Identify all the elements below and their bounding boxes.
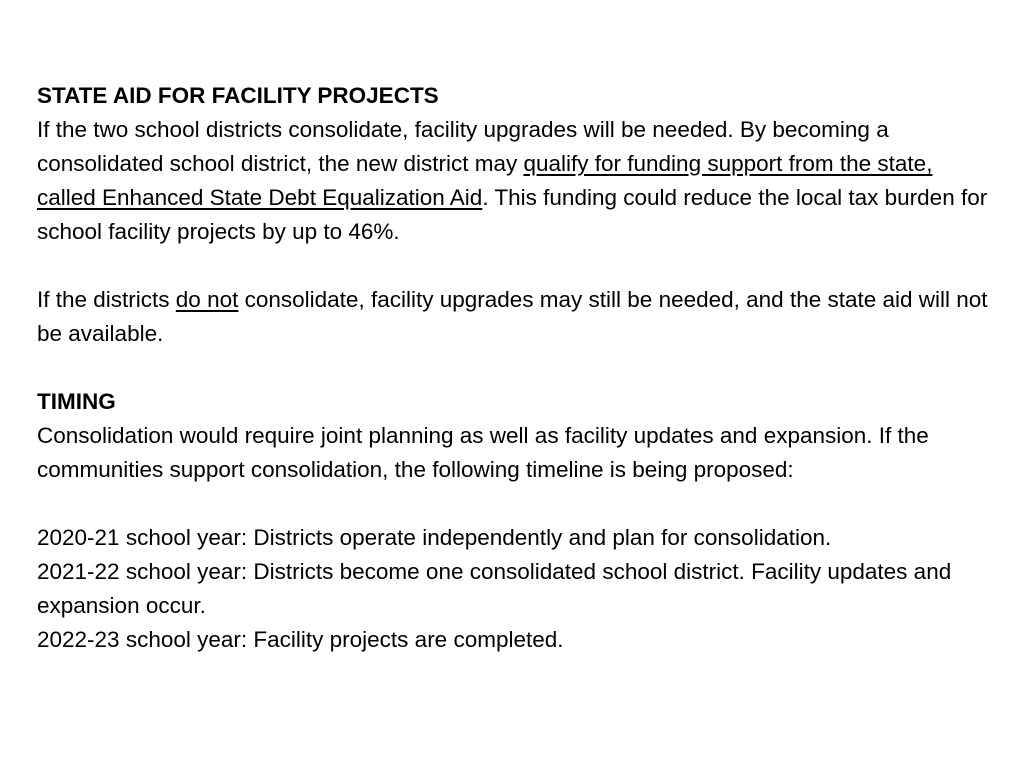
state-aid-heading: STATE AID FOR FACILITY PROJECTS (37, 83, 439, 108)
spacer (37, 487, 997, 521)
timing-heading: TIMING (37, 389, 116, 414)
timeline-item-2021-22: 2021-22 school year: Districts become one consolidated school district. Facility updates and expansion occur. (37, 559, 952, 618)
state-aid-funding-underline: qualify for funding support from the state, called Enhanced State Debt Equalization Aid (37, 151, 933, 210)
do-not-underline: do not (175, 287, 239, 312)
state-aid-text-start: If the two school districts consolidate, facility upgrades will be needed. By becoming a consolidated school district, the new district may (37, 117, 889, 176)
spacer (37, 351, 997, 385)
timing-intro: Consolidation would require joint planning as well as facility updates and expansion. If the communities support consolidation, the following timeline is being proposed: (37, 423, 929, 482)
timeline-item-2022-23: 2022-23 school year: Facility projects are completed. (37, 627, 564, 652)
no-consolidation-paragraph (37, 283, 997, 351)
slide-content (37, 79, 997, 657)
state-aid-text-end: . This funding could reduce the local tax burden for school facility projects by up to 46%. (37, 185, 988, 244)
state-aid-paragraph (37, 113, 997, 249)
no-consolidation-text-start: If the districts (37, 287, 176, 312)
no-consolidation-text-end: consolidate, facility upgrades may still be needed, and the state aid will not be available. (37, 287, 988, 346)
timeline-item-2020-21: 2020-21 school year: Districts operate independently and plan for consolidation. (37, 525, 832, 550)
spacer (37, 249, 997, 283)
